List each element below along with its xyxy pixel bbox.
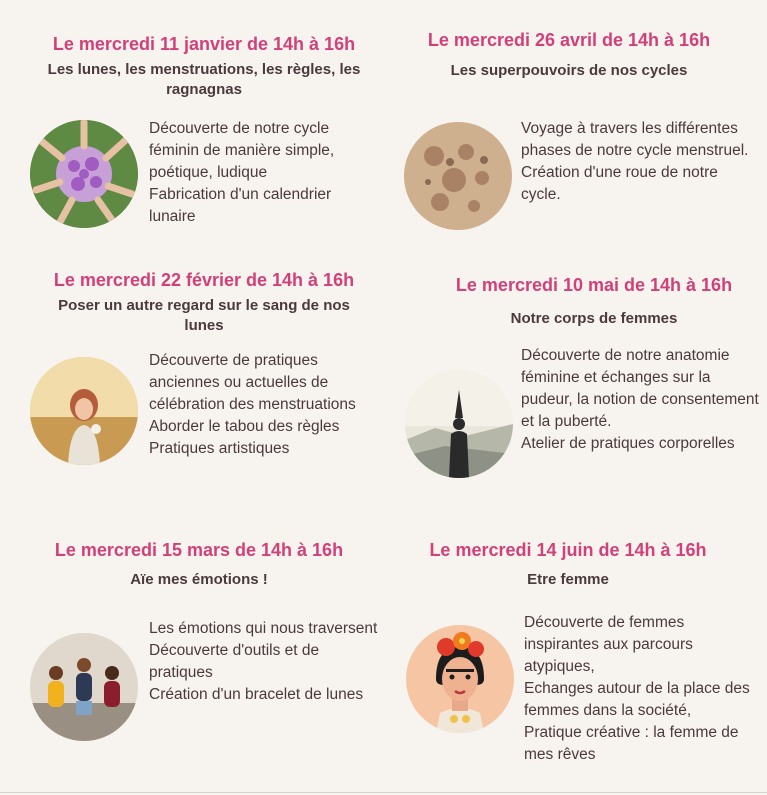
event-title: Poser un autre regard sur le sang de nos lunes <box>58 297 350 334</box>
event-title: Les lunes, les menstruations, les règles, les ragnagnas <box>47 61 361 98</box>
girl-in-field-photo <box>30 357 138 465</box>
page-divider <box>0 792 767 793</box>
event-date: Le mercredi 14 juin de 14h à 16h <box>429 540 707 560</box>
yoga-silhouette-photo <box>405 370 513 478</box>
event-date: Le mercredi 10 mai de 14h à 16h <box>455 275 733 295</box>
frida-illustration <box>406 625 514 733</box>
description-line: Découverte de femmes inspirantes aux parcours atypiques, <box>524 614 693 675</box>
event-description <box>521 118 761 206</box>
event-description <box>149 118 379 228</box>
description-line: Aborder le tabou des règles <box>149 418 340 435</box>
full-moon-photo <box>404 122 512 230</box>
description-line: Echanges autour de la place des femmes dans la société, <box>524 680 750 719</box>
event-title: Aïe mes émotions ! <box>130 571 268 588</box>
event-date: Le mercredi 26 avril de 14h à 16h <box>427 30 711 50</box>
event-date: Le mercredi 11 janvier de 14h à 16h <box>52 34 356 54</box>
description-line: Pratique créative : la femme de mes rêves <box>524 724 739 763</box>
girls-dancing-photo <box>30 633 138 741</box>
description-line: Découverte de pratiques anciennes ou actuelles de célébration des menstruations <box>149 352 356 413</box>
description-line: Les émotions qui nous traversent <box>149 620 378 637</box>
description-line: Fabrication d'un calendrier lunaire <box>149 186 332 225</box>
description-line: Pratiques artistiques <box>149 440 290 457</box>
event-title: Etre femme <box>527 571 609 588</box>
event-date: Le mercredi 15 mars de 14h à 16h <box>54 540 344 560</box>
event-description <box>149 350 384 460</box>
event-description <box>521 345 759 455</box>
description-line: Création d'un bracelet de lunes <box>149 686 364 703</box>
event-description <box>524 612 760 766</box>
event-title: Notre corps de femmes <box>510 310 678 327</box>
description-line: Atelier de pratiques corporelles <box>521 435 735 452</box>
description-line: Découverte de notre cycle féminin de manière simple, poétique, ludique <box>149 120 335 181</box>
moon-circle-hands-photo <box>30 120 138 228</box>
description-line: Création d'une roue de notre cycle. <box>521 164 718 203</box>
description-line: Voyage à travers les différentes phases de notre cycle menstruel. <box>521 120 749 159</box>
event-description <box>149 618 384 706</box>
event-date: Le mercredi 22 février de 14h à 16h <box>53 270 355 290</box>
event-title: Les superpouvoirs de nos cycles <box>450 62 688 79</box>
description-line: Découverte d'outils et de pratiques <box>149 642 320 681</box>
description-line: Découverte de notre anatomie féminine et échanges sur la pudeur, la notion de consentement et la puberté. <box>521 347 759 430</box>
